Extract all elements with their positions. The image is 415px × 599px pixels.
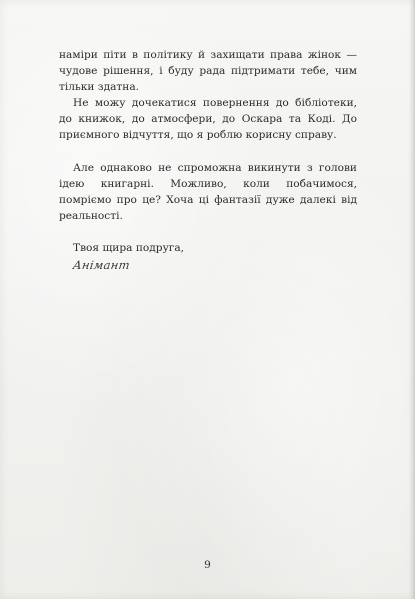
signature: Анімант [72, 258, 131, 273]
page-edge-shadow [409, 0, 415, 599]
paragraph-gap [59, 224, 357, 240]
paragraph-2: Не можу дочекатися повернення до бібліотеки, до книжок, до атмосфери, до Оскара та Коді. До приємного відчуття, що я роблю корисну справу. [59, 97, 357, 142]
paragraph-1: наміри піти в політику й захищати права жінок — чудове рішення, і буду рада підтримати тебе, чим тільки здатна. [59, 49, 357, 94]
paragraph-gap [59, 144, 357, 160]
closing-line: Твоя щира подруга, [73, 241, 185, 254]
page-number: 9 [204, 559, 211, 571]
letter-text [59, 47, 357, 273]
paragraph-3: Але однаково не спроможна викинути з голови ідею книгарні. Можливо, коли побачимося, помріємо про це? Хоча ці фантазії дуже далекі від реальності. [59, 161, 357, 222]
